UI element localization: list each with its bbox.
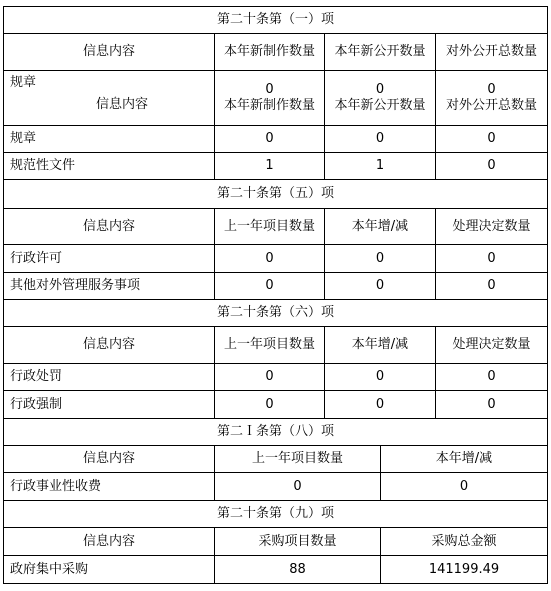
row-value: 0 xyxy=(214,272,325,300)
row-value: 0 xyxy=(380,472,548,501)
row-value: 0 xyxy=(324,363,436,391)
row-value: 0 xyxy=(435,244,548,273)
section-title: 第二十条第（五）项 xyxy=(3,179,548,209)
header-info-content: 信息内容 xyxy=(3,208,215,245)
row-label: 行政事业性收费 xyxy=(3,472,215,501)
section-title: 第二十条第（一）项 xyxy=(3,6,548,34)
overlap-value: 0 xyxy=(265,82,274,97)
row-value: 0 xyxy=(324,390,436,419)
overlap-row-label-cell xyxy=(3,70,215,126)
header-decision-count: 处理决定数量 xyxy=(435,326,548,364)
header-last-year-count: 上一年项目数量 xyxy=(214,326,325,364)
section-title: 第二十条第（九）项 xyxy=(3,500,548,528)
header-total-published-count: 对外公开总数量 xyxy=(435,33,548,71)
header-purchase-count: 采购项目数量 xyxy=(214,527,381,556)
row-value: 1 xyxy=(214,152,325,180)
row-value: 1 xyxy=(324,152,436,180)
overlap-cell xyxy=(324,70,436,126)
header-last-year-count: 上一年项目数量 xyxy=(214,208,325,245)
section-title: 第二Ｉ条第（八）项 xyxy=(3,418,548,446)
overlap-header-info-content: 信息内容 xyxy=(96,97,149,112)
row-label: 规范性文件 xyxy=(3,152,215,180)
overlap-header: 本年新制作数量 xyxy=(223,98,315,113)
section-title: 第二十条第（六）项 xyxy=(3,299,548,327)
row-value: 0 xyxy=(214,244,325,273)
header-info-content: 信息内容 xyxy=(3,527,215,556)
header-change: 本年增/减 xyxy=(380,445,548,473)
row-label: 行政处罚 xyxy=(3,363,215,391)
row-value: 0 xyxy=(324,244,436,273)
row-value: 0 xyxy=(435,363,548,391)
row-value: 0 xyxy=(214,390,325,419)
row-value: 0 xyxy=(435,152,548,180)
overlap-value: 0 xyxy=(375,82,385,97)
row-value: 88 xyxy=(214,555,381,584)
header-change: 本年增/减 xyxy=(324,208,436,245)
overlap-cell xyxy=(214,70,325,126)
header-info-content: 信息内容 xyxy=(3,33,215,71)
header-new-made-count: 本年新制作数量 xyxy=(214,33,325,71)
row-value: 0 xyxy=(214,125,325,153)
overlap-header: 对外公开总数量 xyxy=(445,98,537,113)
row-label: 规章 xyxy=(3,125,215,153)
header-change: 本年增/减 xyxy=(324,326,436,364)
row-value: 0 xyxy=(214,472,381,501)
row-label: 行政强制 xyxy=(3,390,215,419)
row-label: 其他对外管理服务事项 xyxy=(3,272,215,300)
row-value: 0 xyxy=(435,390,548,419)
row-value: 0 xyxy=(324,125,436,153)
header-last-year-count: 上一年项目数量 xyxy=(214,445,381,473)
row-label: 政府集中采购 xyxy=(3,555,215,584)
overlap-value: 0 xyxy=(487,82,496,97)
header-info-content: 信息内容 xyxy=(3,445,215,473)
row-value: 0 xyxy=(435,125,548,153)
row-value: 0 xyxy=(324,272,436,300)
overlap-row-label: 规章 xyxy=(10,75,37,90)
row-value: 141199.49 xyxy=(380,555,548,584)
header-decision-count: 处理决定数量 xyxy=(435,208,548,245)
overlap-cell xyxy=(435,70,548,126)
row-value: 0 xyxy=(435,272,548,300)
row-label: 行政许可 xyxy=(3,244,215,273)
header-purchase-amount: 采购总金额 xyxy=(380,527,548,556)
row-value: 0 xyxy=(214,363,325,391)
overlap-header: 本年新公开数量 xyxy=(334,98,426,113)
header-new-published-count: 本年新公开数量 xyxy=(324,33,436,71)
header-info-content: 信息内容 xyxy=(3,326,215,364)
